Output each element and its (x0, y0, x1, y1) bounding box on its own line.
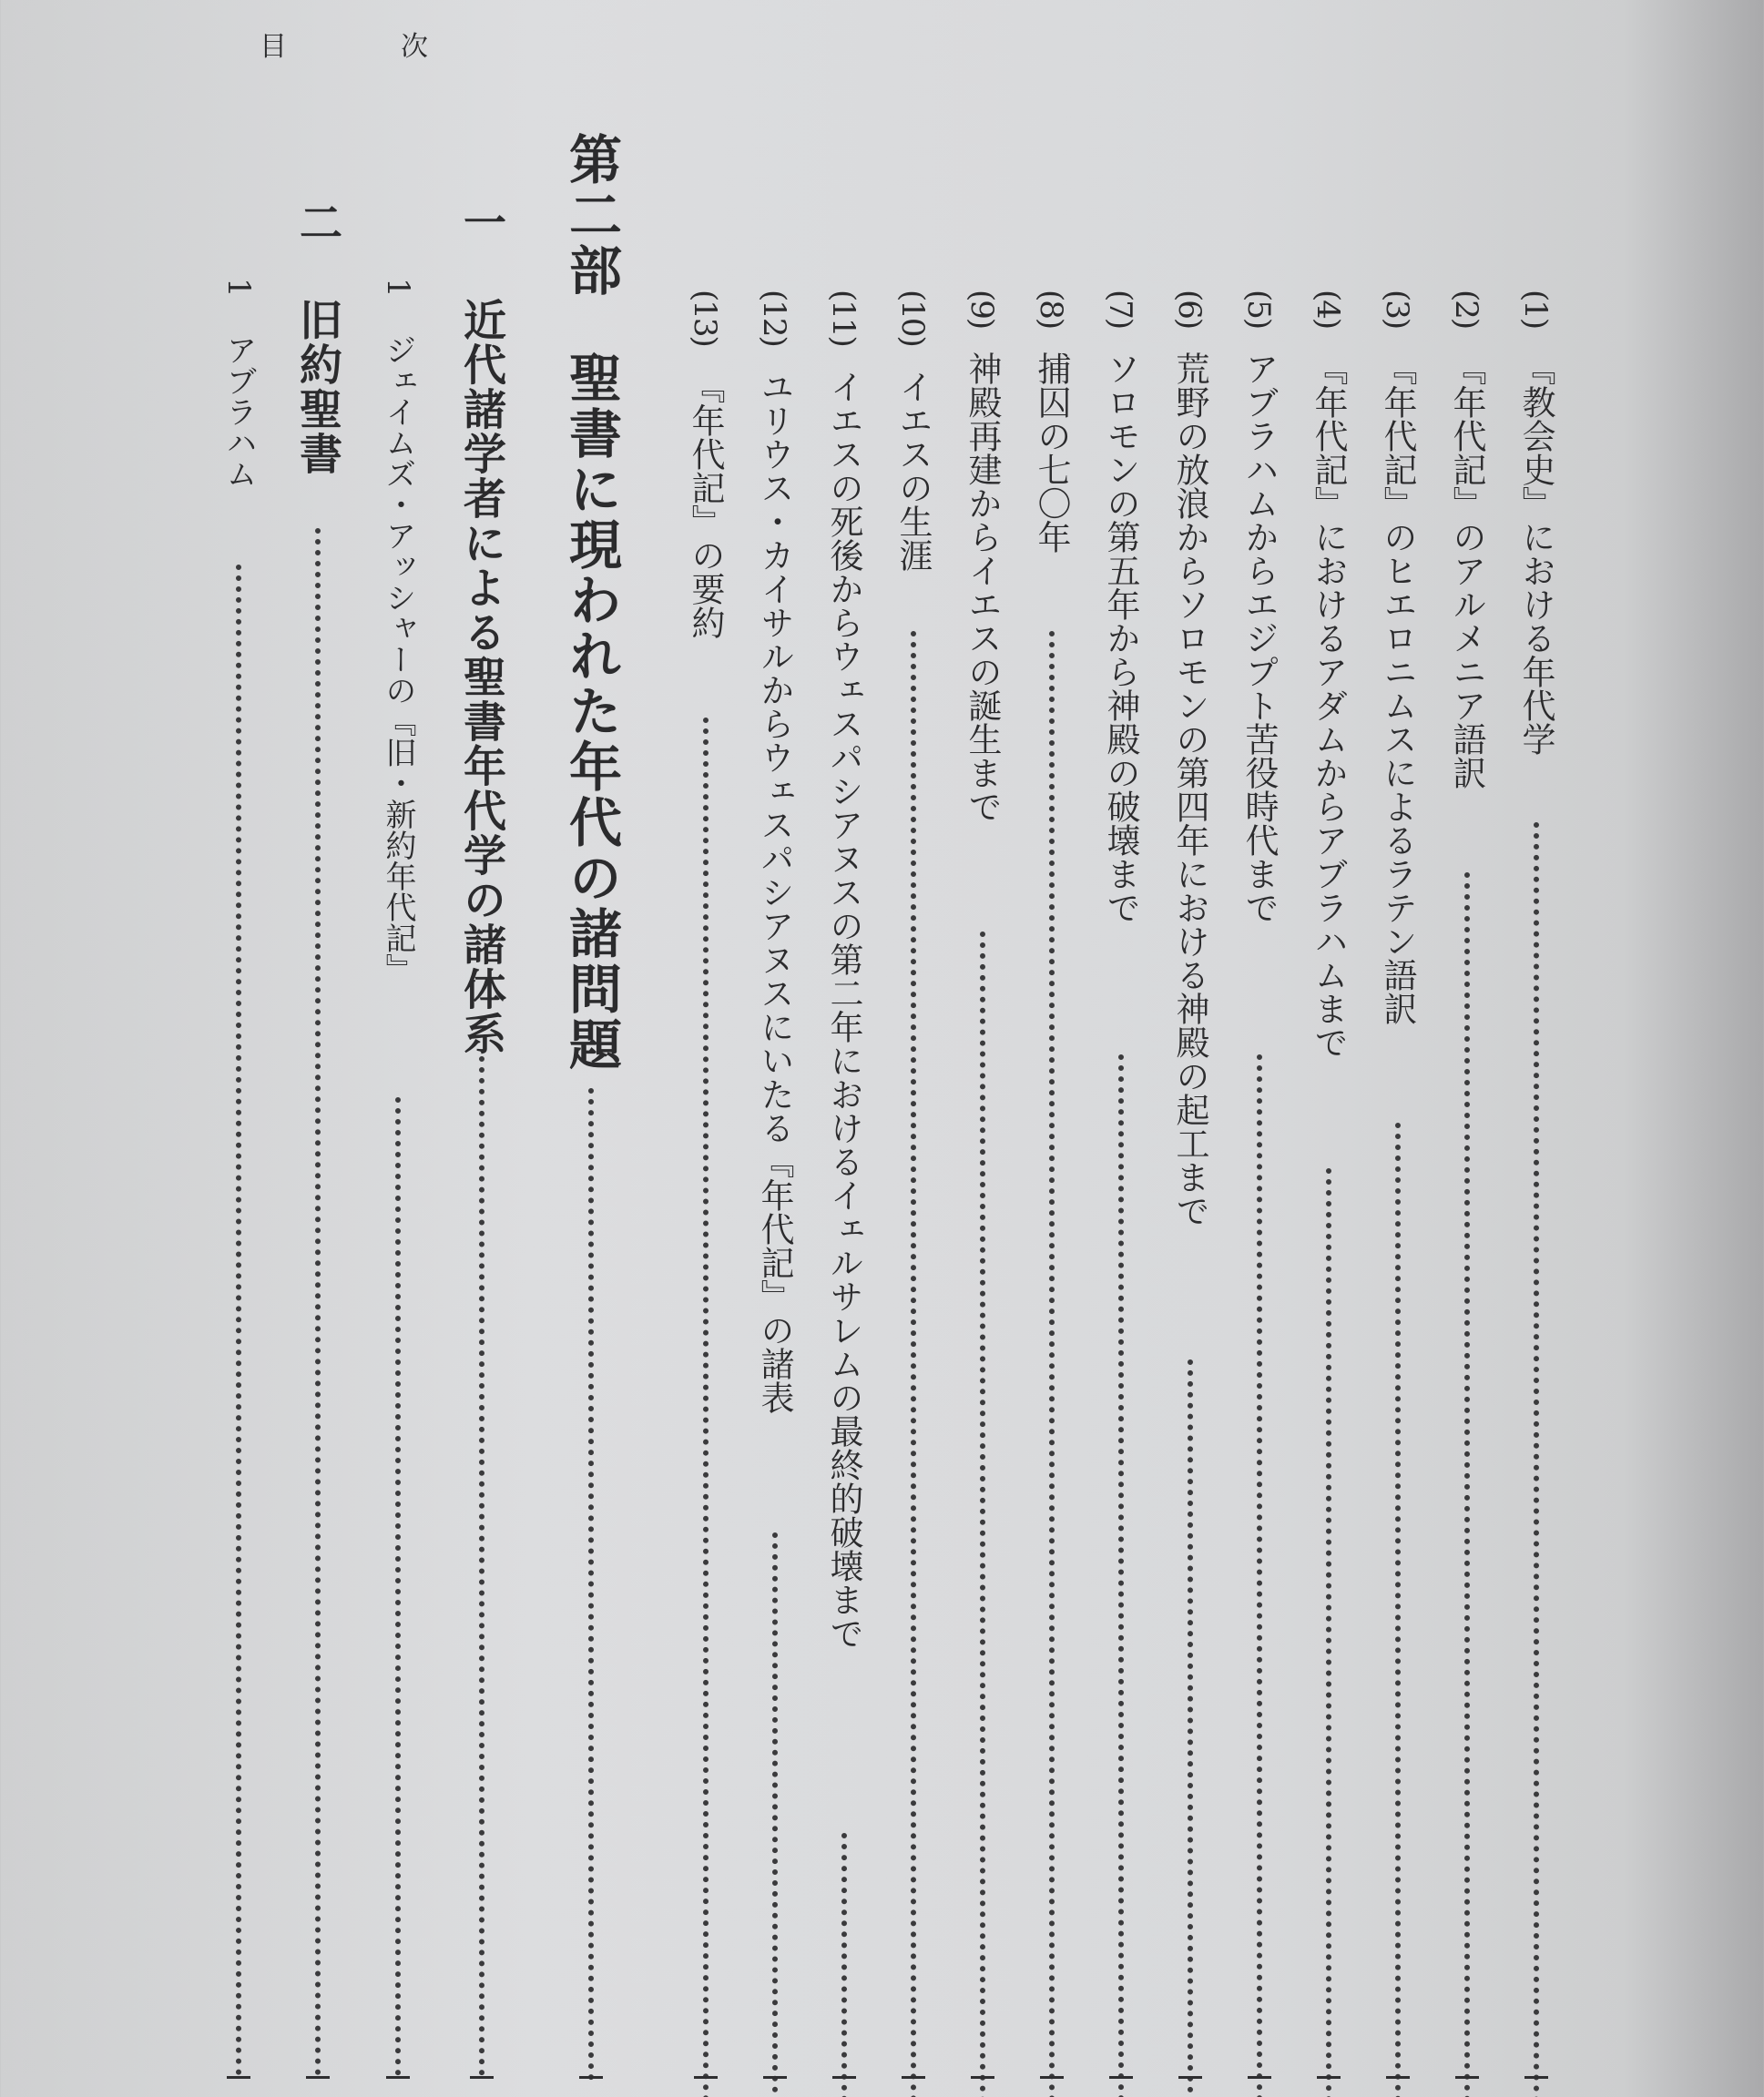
section-heading[interactable] (292, 200, 342, 2097)
toc-entry[interactable] (1032, 290, 1071, 2097)
page-number-mark (694, 2076, 718, 2079)
entry-title: 『年代記』のヒエロニムスによるラテン語訳 (1378, 351, 1417, 1025)
entry-number: (5) (1240, 290, 1277, 329)
page-number-mark (1109, 2076, 1133, 2079)
leader-dots (588, 1088, 594, 2081)
toc-entry[interactable] (1378, 290, 1417, 2097)
toc-entry[interactable] (1170, 290, 1209, 2097)
page-number-mark (1386, 2076, 1410, 2079)
entry-number: (11) (825, 290, 862, 346)
entry-number: (7) (1102, 290, 1138, 329)
toc-entry[interactable] (1101, 290, 1140, 2097)
entry-title: 『年代記』の要約 (686, 369, 725, 639)
section-title: 旧約聖書 (292, 298, 342, 477)
toc-entry[interactable] (686, 290, 725, 2097)
entry-number: (10) (894, 290, 931, 346)
page-number-mark (1317, 2076, 1341, 2079)
leader-dots (703, 718, 709, 2097)
page-number-mark (227, 2076, 250, 2079)
subsection-entry[interactable] (380, 278, 416, 2097)
entry-title: 荒野の放浪からソロモンの第四年における神殿の起工まで (1170, 351, 1209, 1227)
leader-dots (1188, 1359, 1193, 2097)
toc-entry[interactable] (1309, 290, 1348, 2097)
entry-title: イエスの死後からウェスパシアヌスの第二年におけるイェルサレムの最終的破壊まで (824, 369, 863, 1650)
page-number-mark (306, 2076, 330, 2079)
page-number-mark (902, 2076, 925, 2079)
entry-number: (8) (1033, 290, 1069, 329)
subsection-number: 1 (380, 278, 416, 298)
leader-dots (911, 631, 916, 2097)
entry-number: (12) (756, 290, 792, 346)
subsection-title: ジェイムズ・アッシャーの『旧・新約年代記』 (380, 334, 416, 985)
section-number: 二 (292, 200, 342, 245)
entry-title: ユリウス・カイサルからウェスパシアヌスにいたる『年代記』の諸表 (755, 369, 794, 1414)
leader-dots (1395, 1123, 1401, 2097)
entry-number: (3) (1379, 290, 1415, 329)
page-number-mark (1524, 2076, 1548, 2079)
entry-title: イエスの生涯 (893, 369, 933, 572)
page-number-mark (971, 2076, 994, 2079)
toc-entry[interactable] (963, 290, 1002, 2097)
entry-number: (2) (1448, 290, 1484, 329)
entry-title: 捕囚の七〇年 (1032, 351, 1071, 554)
entry-title: 『年代記』におけるアダムからアブラハムまで (1309, 351, 1348, 1059)
toc-entry[interactable] (1447, 290, 1486, 2097)
leader-dots (1326, 1168, 1331, 2097)
section-title: 近代諸学者による聖書年代学の諸体系 (456, 298, 506, 1057)
leader-dots (395, 1097, 401, 2076)
leader-dots (1049, 631, 1055, 2097)
page-number-mark (470, 2076, 494, 2079)
part-title: 聖書に現われた年代の諸問題 (560, 351, 622, 1074)
entry-number: (9) (964, 290, 1000, 329)
toc-entry[interactable] (1516, 290, 1555, 2097)
running-head-left: 目 (260, 31, 287, 63)
running-head (260, 24, 442, 63)
leader-dots (479, 1056, 484, 2076)
entry-number: (13) (687, 290, 723, 346)
page-number-mark (1248, 2076, 1271, 2079)
page-number-mark (763, 2076, 787, 2079)
leader-dots (236, 565, 241, 2076)
part-heading[interactable] (560, 132, 622, 2097)
toc-entry[interactable] (893, 290, 933, 2097)
leader-dots (1118, 1054, 1124, 2097)
page-number-mark (386, 2076, 410, 2079)
toc-entry[interactable] (824, 290, 863, 2097)
leader-dots (1464, 872, 1470, 2097)
part-label: 第二部 (560, 132, 622, 299)
toc-entry[interactable] (1239, 290, 1279, 2097)
leader-dots (841, 1833, 847, 2097)
leader-dots (315, 528, 321, 2076)
section-number: 一 (456, 200, 506, 245)
subsection-number: 1 (220, 278, 257, 298)
section-heading[interactable] (456, 200, 506, 2097)
leader-dots (1257, 1054, 1262, 2097)
page-number-mark (1040, 2076, 1064, 2079)
leader-dots (772, 1532, 778, 2097)
entry-number: (4) (1310, 290, 1346, 329)
entry-title: 神殿再建からイエスの誕生まで (963, 351, 1002, 823)
page-number-mark (579, 2076, 603, 2079)
entry-number: (1) (1517, 290, 1554, 329)
page-number-mark (832, 2076, 856, 2079)
entry-number: (6) (1171, 290, 1208, 329)
subsection-title: アブラハム (220, 334, 257, 490)
page-number-mark (1178, 2076, 1202, 2079)
entry-title: 『教会史』における年代学 (1516, 351, 1555, 756)
entry-title: 『年代記』のアルメニア語訳 (1447, 351, 1486, 789)
subsection-entry[interactable] (220, 278, 257, 2097)
leader-dots (1534, 822, 1539, 2097)
running-head-right: 次 (401, 31, 428, 63)
page-number-mark (1455, 2076, 1479, 2079)
toc-entry[interactable] (755, 290, 794, 2097)
entry-title: アブラハムからエジプト苦役時代まで (1239, 351, 1279, 924)
leader-dots (980, 931, 985, 2097)
entry-title: ソロモンの第五年から神殿の破壊まで (1101, 351, 1140, 924)
